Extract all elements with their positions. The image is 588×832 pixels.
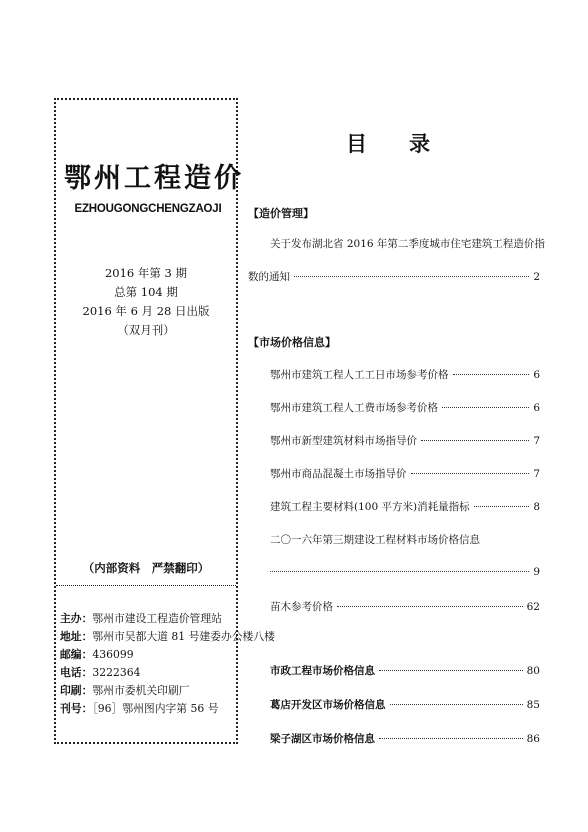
postcode-value: 436099 [92,648,134,661]
phone-line [60,665,236,680]
phone-label: 电话： [60,666,93,679]
publisher-label: 主办： [60,612,93,625]
publish-frequency: （双月刊） [117,323,175,337]
dot-leader [390,704,523,705]
issue-number: 2016 年第 3 期 [104,266,188,280]
printer-value: 鄂州市委机关印刷厂 [92,684,190,697]
toc-entry[interactable] [248,269,540,284]
registration-line [60,701,236,716]
cover-divider [56,585,236,586]
toc-page-number: 86 [526,733,540,745]
dot-leader [442,407,529,408]
toc-entry-text: 鄂州市建筑工程人工费市场参考价格 [270,402,438,414]
publish-date: 2016 年 6 月 28 日出版 [82,304,210,318]
dot-leader [453,374,530,375]
toc-entry-line[interactable]: 二〇一六年第三期建设工程材料市场价格信息 [270,534,480,546]
postcode-label: 邮编： [60,648,93,661]
toc-page-number: 85 [526,699,540,711]
toc-page-number: 6 [533,402,540,414]
toc-title: 目 录 [346,131,430,156]
toc-entry-line[interactable]: 关于发布湖北省 2016 年第二季度城市住宅建筑工程造价指 [270,238,545,250]
internal-note: （内部资料 严禁翻印） [82,561,210,575]
publisher-value: 鄂州市建设工程造价管理站 [92,612,222,625]
printer-label: 印刷： [60,684,93,697]
toc-page-number: 80 [526,665,540,677]
toc-page-number: 2 [533,271,540,283]
toc-entry[interactable] [270,731,540,746]
dot-leader [379,738,523,739]
dot-leader [294,276,529,277]
toc-entry[interactable] [270,466,540,481]
toc-page-number: 7 [533,468,540,480]
address-label: 地址： [60,630,93,643]
section-heading-cost-management: 【造价管理】 [248,207,314,220]
toc-page-number: 9 [533,566,540,578]
toc-page-number: 7 [533,435,540,447]
toc-entry-text: 数的通知 [248,271,290,283]
phone-value: 3222364 [92,666,141,679]
toc-entry-text: 鄂州市新型建筑材料市场指导价 [270,435,417,447]
toc-entry-text: 建筑工程主要材料(100 平方米)消耗量指标 [270,501,470,513]
address-line [60,629,275,644]
toc-page-number: 6 [533,369,540,381]
publisher-line [60,611,236,626]
toc-entry-text: 葛店开发区市场价格信息 [270,699,386,711]
toc-entry[interactable] [270,499,540,514]
toc-entry[interactable] [270,433,540,448]
total-issue-number: 总第 104 期 [114,285,178,299]
toc-entry[interactable] [270,400,540,415]
address-value: 鄂州市吴都大道 81 号建委办公楼八楼 [92,630,275,643]
dot-leader [411,473,530,474]
dot-leader [270,571,529,572]
dot-leader [379,670,523,671]
postcode-line [60,647,236,662]
toc-entry[interactable] [270,566,540,578]
toc-entry[interactable] [270,697,540,712]
toc-entry-text: 梁子湖区市场价格信息 [270,733,375,745]
toc-entry[interactable] [270,663,540,678]
section-heading-market-price: 【市场价格信息】 [248,336,336,349]
toc-entry-text: 鄂州市商品混凝土市场指导价 [270,468,407,480]
journal-pinyin: EZHOUGONGCHENGZAOJI [74,203,222,215]
dot-leader [474,506,530,507]
toc-entry[interactable] [270,599,540,614]
toc-page-number: 62 [526,601,540,613]
printer-line [60,683,236,698]
toc-entry[interactable] [270,367,540,382]
registration-value: ［96］鄂州图内字第 56 号 [92,702,219,715]
toc-entry-text: 市政工程市场价格信息 [270,665,375,677]
journal-title: 鄂州工程造价 [64,163,244,194]
toc-entry-text: 鄂州市建筑工程人工工日市场参考价格 [270,369,449,381]
toc-page-number: 8 [533,501,540,513]
toc-entry-text: 苗木参考价格 [270,601,333,613]
dot-leader [337,606,523,607]
dot-leader [421,440,529,441]
registration-label: 刊号： [60,702,93,715]
